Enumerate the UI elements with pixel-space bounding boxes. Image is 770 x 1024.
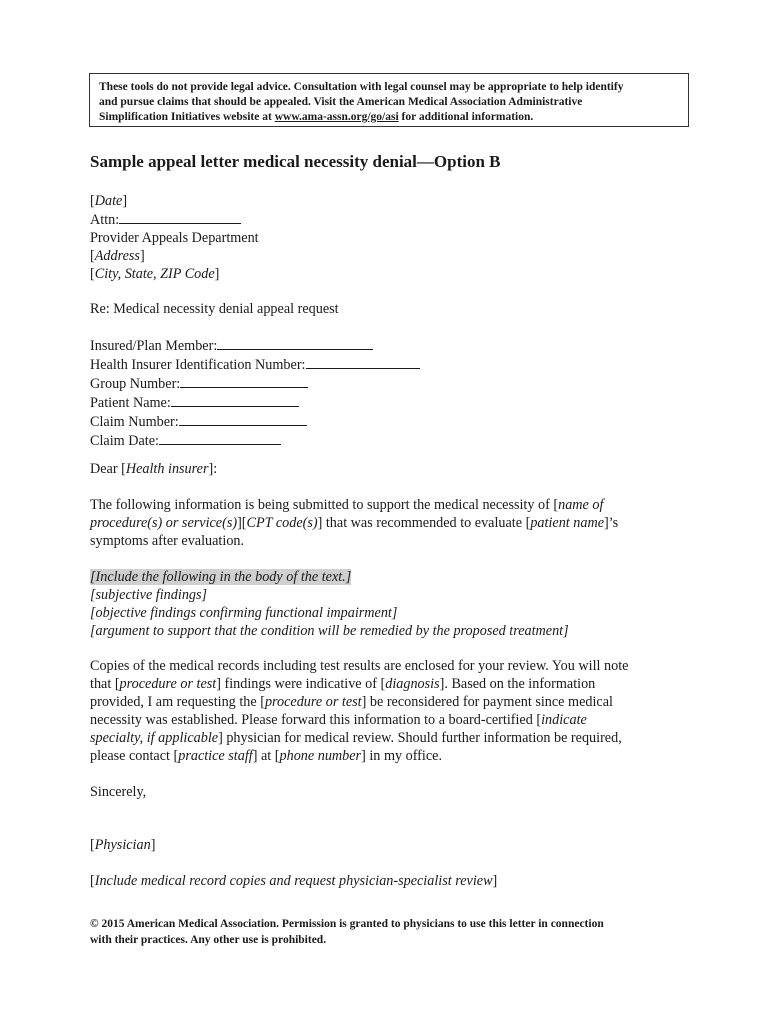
claim-fields [90, 336, 420, 450]
disclaimer-line: and pursue claims that should be appealed. Visit the American Medical Association Administrative [99, 96, 583, 108]
address-block [90, 192, 259, 283]
disclaimer-line: Simplification Initiatives website at www.ama-assn.org/go/asi for additional information. [99, 111, 534, 123]
department-line: Provider Appeals Department [90, 230, 259, 246]
copyright-footer: © 2015 American Medical Association. Permission is granted to physicians to use this letter in connection with their practices. Any other use is prohibited. [90, 918, 604, 946]
body-instructions [90, 568, 569, 640]
argument-placeholder: [argument to support that the condition will be remedied by the proposed treatment] [90, 623, 569, 639]
attn-field: Attn: [90, 210, 259, 229]
subjective-placeholder: [subjective findings] [90, 587, 208, 603]
objective-placeholder: [objective findings confirming functional impairment] [90, 605, 398, 621]
insurer-id-field: Health Insurer Identification Number: [90, 355, 420, 374]
disclaimer-box [89, 73, 689, 127]
group-number-field: Group Number: [90, 374, 420, 393]
claim-number-field: Claim Number: [90, 412, 420, 431]
salutation: Dear [Health insurer]: [90, 461, 218, 477]
date-placeholder: [Date] [90, 193, 128, 209]
claim-date-field: Claim Date: [90, 431, 420, 450]
ama-asi-link[interactable]: www.ama-assn.org/go/asi [274, 111, 399, 123]
include-note: [Include the following in the body of the text.] [90, 569, 352, 585]
patient-name-field: Patient Name: [90, 393, 420, 412]
closing: Sincerely, [90, 784, 147, 800]
re-line: Re: Medical necessity denial appeal request [90, 301, 339, 317]
page-title: Sample appeal letter medical necessity denial—Option B [90, 152, 501, 171]
paragraph-1: The following information is being submitted to support the medical necessity of [name of procedure(s) or service(s)][CPT code(s)] that was recommended to evaluate [patient name]’s symptoms after evaluation. [90, 497, 619, 549]
city-placeholder: [City, State, ZIP Code] [90, 266, 220, 282]
paragraph-2: Copies of the medical records including test results are enclosed for your review. You will note that [procedure or test] findings were indicative of [diagnosis]. Based on the information provided, I am requesting the [procedure or test] be reconsidered for payment since medical necessity was established. Please forward this information to a board-certified [indicate specialty, if applicable] physician for medical review. Should further information be required, please contact [practice staff] at [phone number] in my office. [90, 658, 629, 764]
address-placeholder: [Address] [90, 248, 145, 264]
enclosure-note: [Include medical record copies and request physician-specialist review] [90, 873, 498, 889]
disclaimer-line: These tools do not provide legal advice. Consultation with legal counsel may be appropriate to help identify [99, 81, 624, 93]
insured-field: Insured/Plan Member: [90, 336, 420, 355]
physician-placeholder: [Physician] [90, 837, 156, 853]
